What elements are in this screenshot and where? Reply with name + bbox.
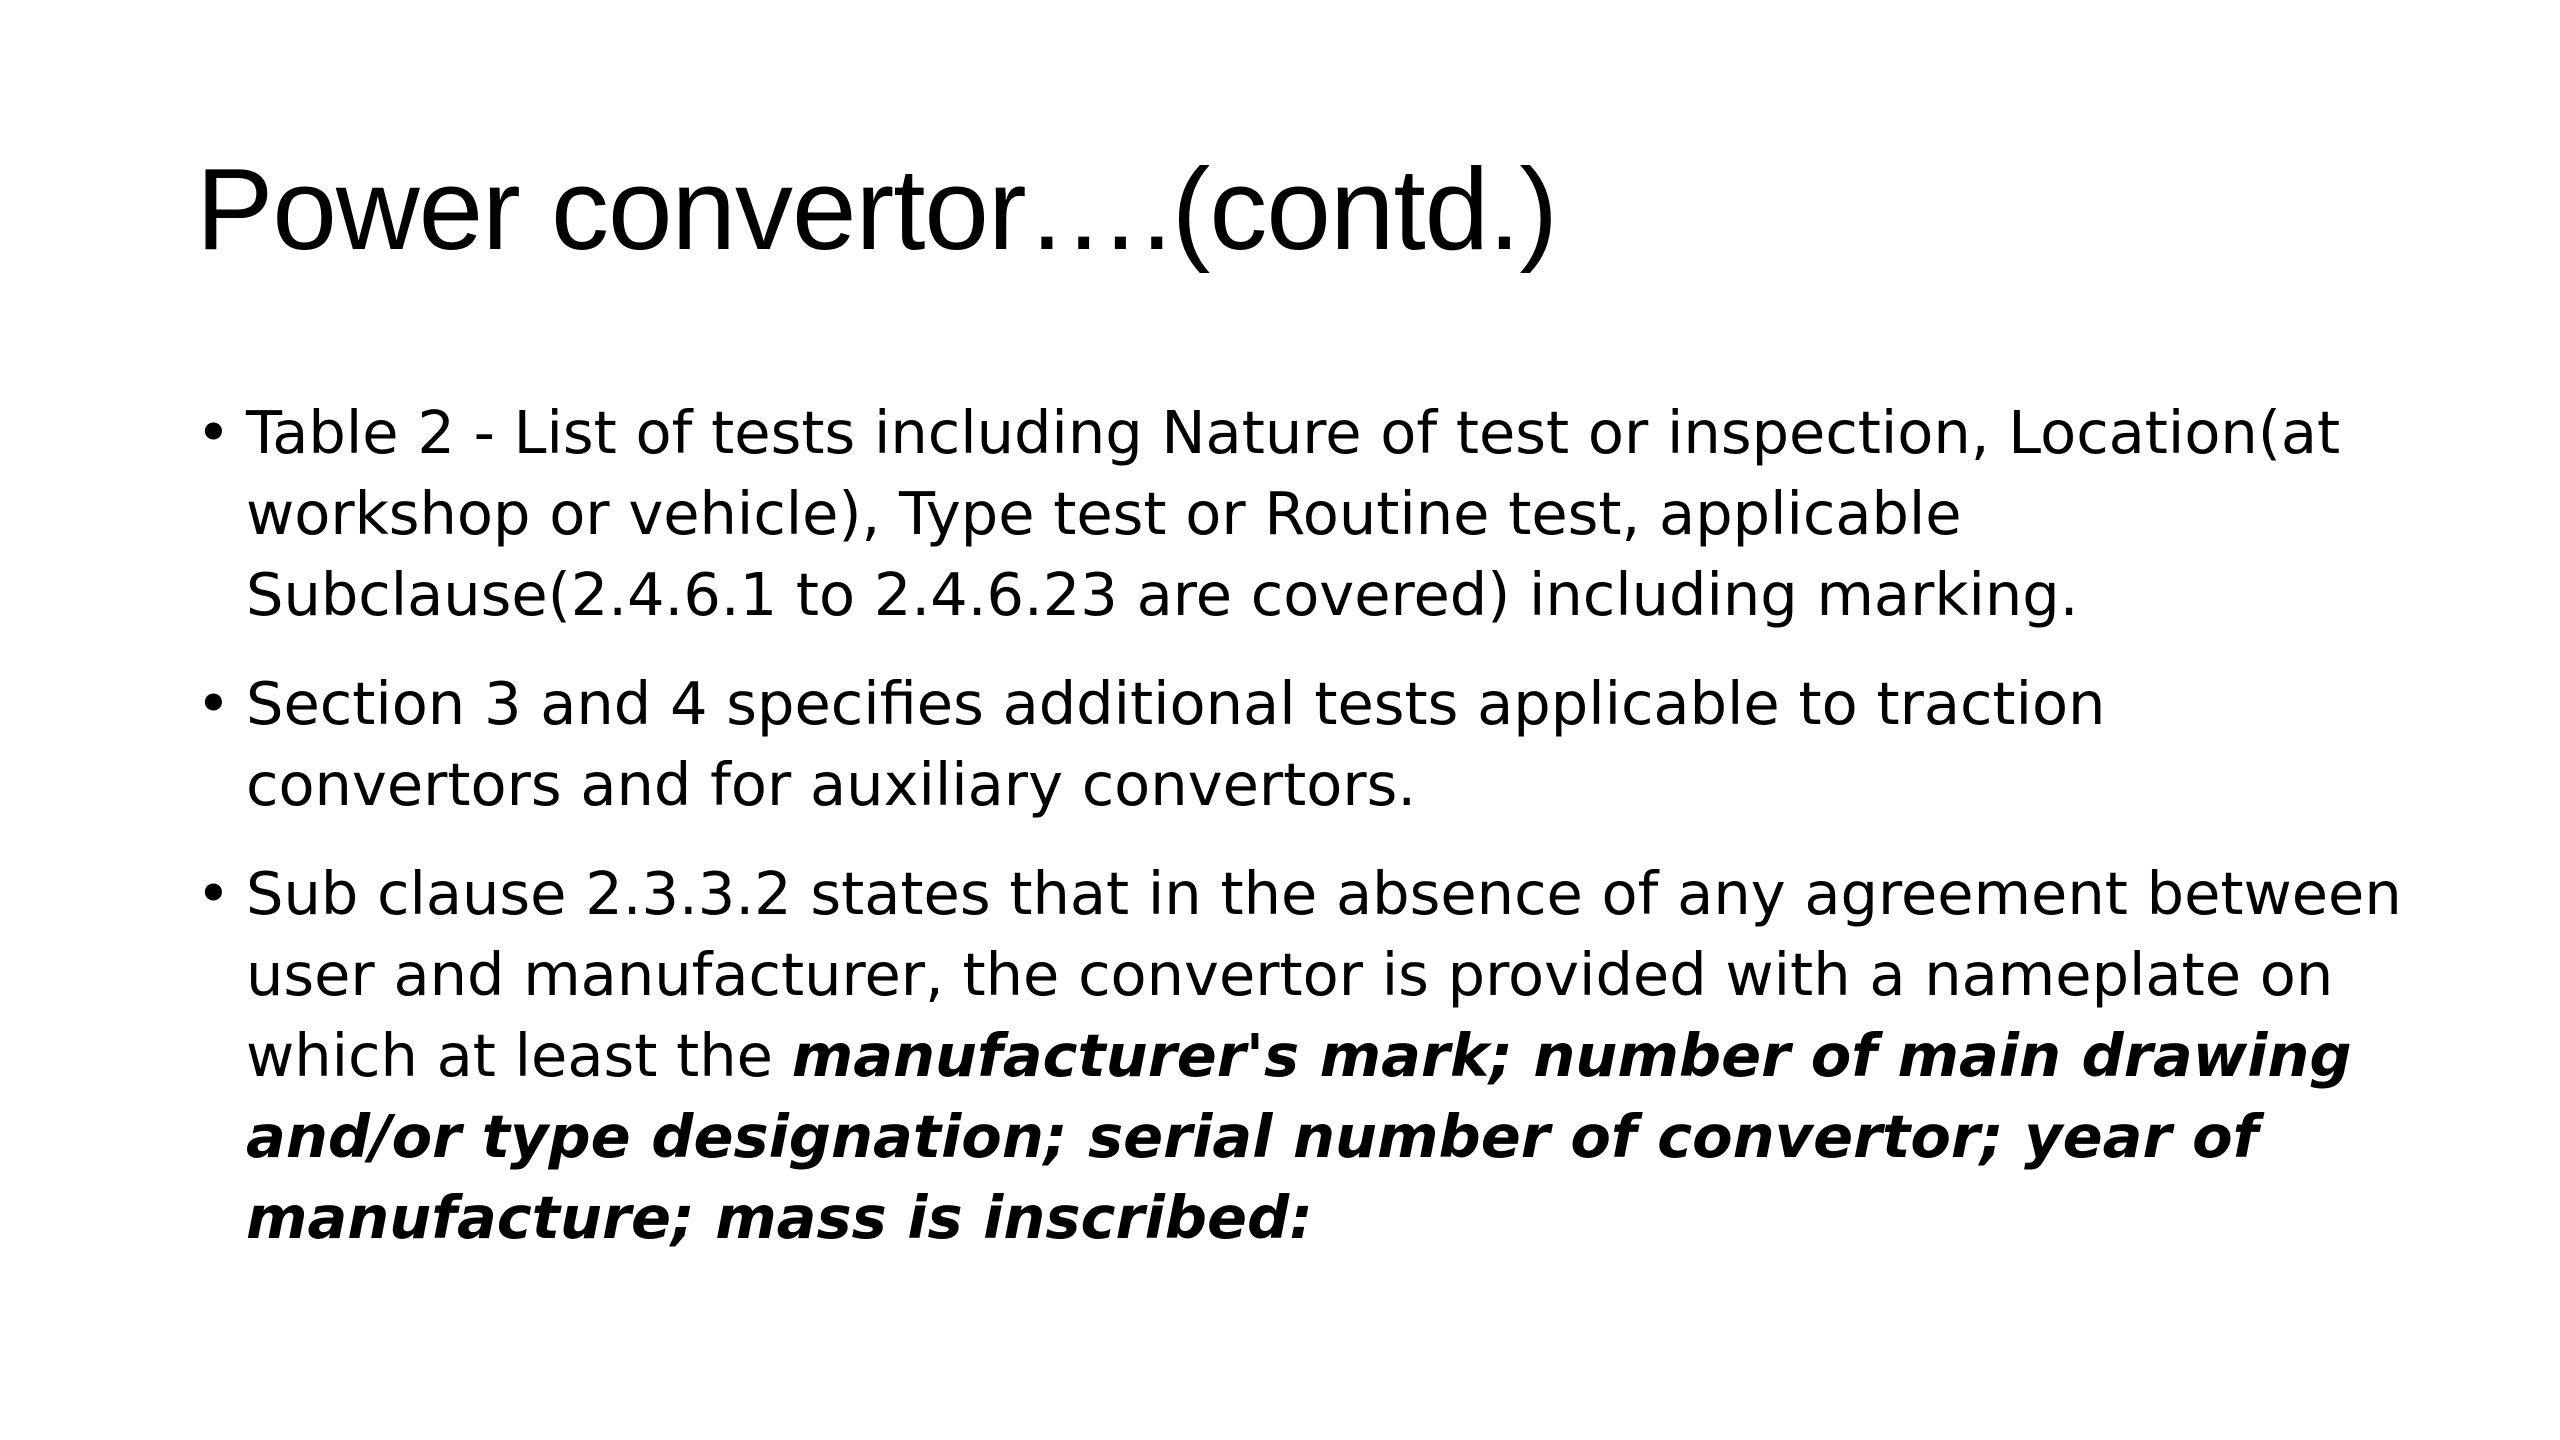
bullet-dot-icon: • <box>196 398 231 467</box>
bullet-item-additional-tests <box>196 663 2426 825</box>
bullet-item-nameplate <box>196 853 2426 1258</box>
bullet-dot-icon: • <box>196 669 231 738</box>
bullet-list <box>196 392 2426 1286</box>
bullet-text: Sub clause 2.3.3.2 states that in the absence of any agreement between user and manufacturer, the convertor is provided with a nameplate on which at least the <box>246 859 2402 1090</box>
bullet-dot-icon: • <box>196 859 231 928</box>
bullet-text: Section 3 and 4 specifies additional tests applicable to traction convertors and for auxiliary convertors. <box>246 669 2106 819</box>
slide-title: Power convertor….(contd.) <box>196 144 1558 274</box>
bullet-emphasis-text: manufacturer's mark; number of main drawing and/or type designation; serial number of convertor; year of manufacture; mass is inscribed: <box>246 1021 2352 1252</box>
bullet-text: Table 2 - List of tests including Nature of test or inspection, Location(at workshop or vehicle), Type test or Routine test, applicable Subclause(2.4.6.1 to 2.4.6.23 are covered) including marking. <box>246 398 2341 629</box>
bullet-item-test-table <box>196 392 2426 635</box>
